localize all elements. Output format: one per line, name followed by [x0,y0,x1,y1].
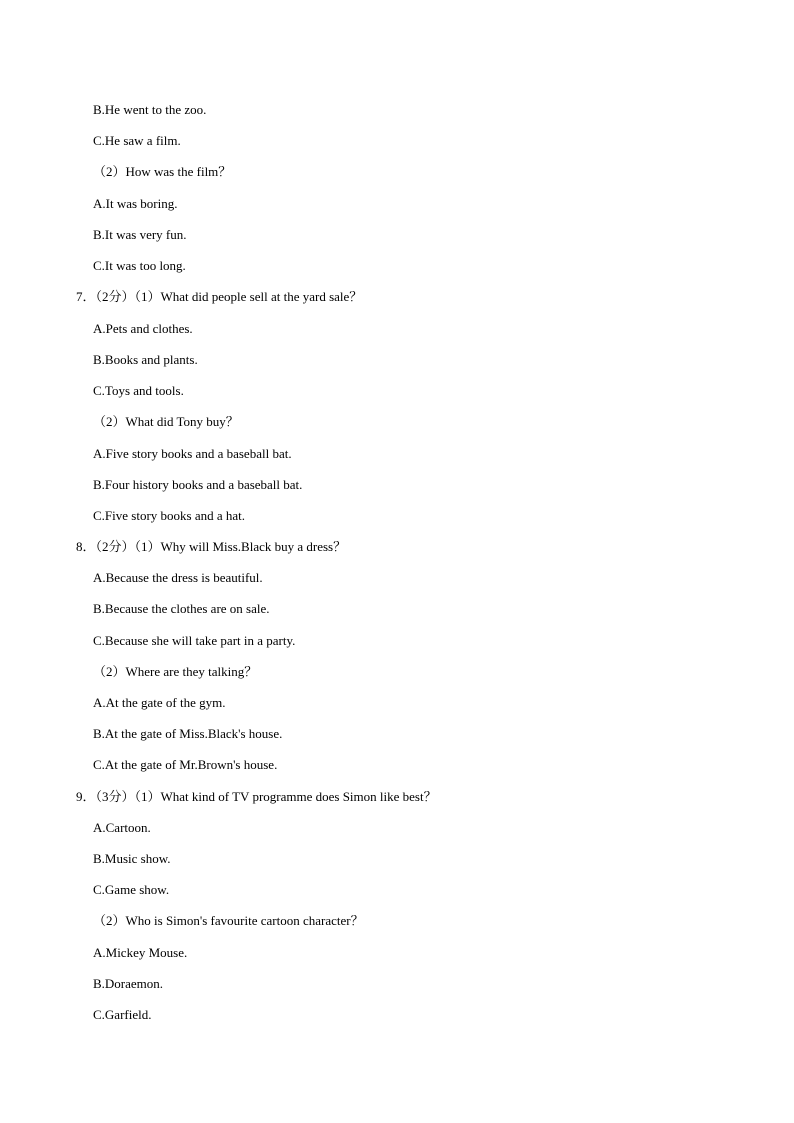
sub-question-q9-2: （2）Who is Simon's favourite cartoon character？ [93,913,364,928]
option-b-q8-1: B.Because the clothes are on sale. [93,601,270,616]
option-c-q8-2: C.At the gate of Mr.Brown's house. [93,757,278,772]
option-a-q7-2: A.Five story books and a baseball bat. [93,446,292,461]
option-c-q7-1: C.Toys and tools. [93,383,184,398]
option-b-q7-1: B.Books and plants. [93,352,198,367]
option-c-q6-1: C.He saw a film. [93,133,181,148]
option-b-q7-2: B.Four history books and a baseball bat. [93,477,303,492]
option-a-q6-2: A.It was boring. [93,196,178,211]
option-b-q8-2: B.At the gate of Miss.Black's house. [93,726,283,741]
sub-question-q6-2: （2）How was the film？ [93,164,232,179]
option-b-q9-2: B.Doraemon. [93,976,164,991]
option-c-q9-2: C.Garfield. [93,1007,152,1022]
option-a-q9-1: A.Cartoon. [93,820,151,835]
option-a-q8-1: A.Because the dress is beautiful. [93,570,263,585]
option-a-q7-1: A.Pets and clothes. [93,321,193,336]
option-c-q7-2: C.Five story books and a hat. [93,508,246,523]
sub-question-q8-2: （2）Where are they talking？ [93,664,258,679]
option-b-q6-1: B.He went to the zoo. [93,102,207,117]
option-a-q9-2: A.Mickey Mouse. [93,945,188,960]
sub-question-q7-2: （2）What did Tony buy？ [93,414,239,429]
option-b-q9-1: B.Music show. [93,851,171,866]
option-c-q8-1: C.Because she will take part in a party. [93,633,296,648]
option-c-q6-2: C.It was too long. [93,258,186,273]
question-7: 7．（2分）（1）What did people sell at the yard sale？ [76,289,363,304]
option-c-q9-1: C.Game show. [93,882,170,897]
option-b-q6-2: B.It was very fun. [93,227,187,242]
question-8: 8．（2分）（1）Why will Miss.Black buy a dress？ [76,539,347,554]
option-a-q8-2: A.At the gate of the gym. [93,695,226,710]
question-9: 9．（3分）（1）What kind of TV programme does Simon like best？ [76,789,437,804]
